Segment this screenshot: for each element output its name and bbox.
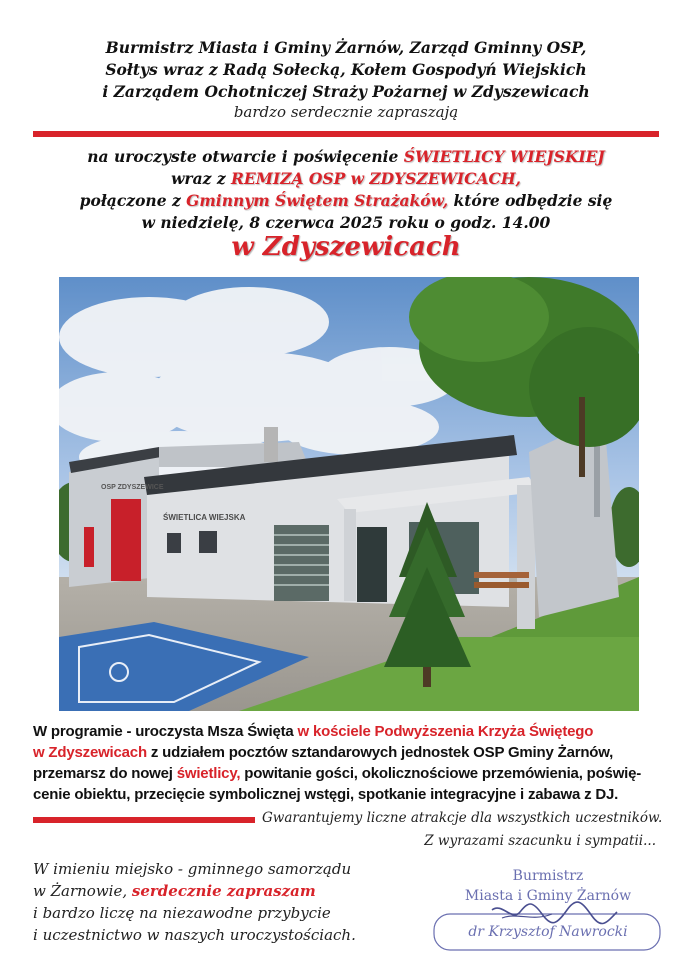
- program-line-1: [33, 721, 663, 742]
- event-line-1: [0, 146, 692, 168]
- header-line-2: Sołtys wraz z Radą Sołecką, Kołem Gospodyń Wiejskich: [105, 60, 587, 79]
- building-photo: [59, 277, 639, 711]
- program-line-3: [33, 763, 663, 784]
- top-divider: [33, 131, 659, 137]
- header-line-1: Burmistrz Miasta i Gminy Żarnów, Zarząd Gminny OSP,: [105, 38, 587, 57]
- event-line-3-text: połączone z: [79, 191, 187, 210]
- event-line-3: [0, 190, 692, 212]
- program-village-highlight: w Zdyszewicach: [33, 744, 147, 761]
- event-place: w Zdyszewicach: [231, 232, 461, 262]
- program-hall-highlight: świetlicy,: [176, 765, 241, 782]
- header-line-3: i Zarządem Ochotniczej Straży Pożarnej w Zdyszewicach: [102, 82, 590, 101]
- program-line-2: [33, 742, 663, 763]
- event-line-1-text: na uroczyste otwarcie i poświęcenie: [87, 147, 404, 166]
- program-text: powitanie gości, okolicznościowe przemówienia, poświę-: [240, 765, 642, 782]
- footer-invite-highlight: serdecznie zapraszam: [131, 882, 316, 900]
- stamp-name: dr Krzysztof Nawrocki: [468, 924, 628, 940]
- footer-text: w Żarnowie,: [33, 882, 132, 900]
- mayor-stamp: [432, 862, 664, 962]
- footer-line-3: i bardzo liczę na niezawodne przybycie: [33, 904, 331, 922]
- footer-line-2: [33, 880, 316, 902]
- regards-text: Z wyrazami szacunku i sympatii...: [424, 833, 656, 849]
- event-date-time: w niedzielę, 8 czerwca 2025 roku o godz. 14.00: [141, 213, 551, 232]
- program-text: W programie - uroczysta Msza Święta: [33, 723, 298, 740]
- event-line-2: [0, 168, 692, 190]
- hall-sign: ŚWIETLICA WIEJSKA: [163, 513, 246, 522]
- program-church-highlight: w kościele Podwyższenia Krzyża Świętego: [297, 723, 594, 740]
- stamp-title-2: Miasta i Gminy Żarnów: [464, 888, 632, 904]
- osp-sign: OSP ZDYSZEWICE: [101, 484, 164, 491]
- program-text: z udziałem pocztów sztandarowych jednostek OSP Gminy Żarnów,: [146, 744, 614, 761]
- program-line-4: cenie obiektu, przecięcie symbolicznej wstęgi, spotkanie integracyjne i zabawa z DJ.: [33, 786, 619, 803]
- event-hall-highlight: ŚWIETLICY WIEJSKIEJ: [403, 147, 605, 166]
- event-line-2-text: wraz z: [171, 169, 232, 188]
- event-fire-station-highlight: REMIZĄ OSP w ZDYSZEWICACH,: [231, 169, 521, 188]
- footer-line-1: W imieniu miejsko - gminnego samorządu: [33, 860, 352, 878]
- footer-line-4: i uczestnictwo w naszych uroczystościach.: [33, 926, 356, 944]
- guarantee-text: Gwarantujemy liczne atrakcje dla wszystkich uczestników.: [262, 810, 663, 826]
- bottom-divider: [33, 817, 255, 823]
- event-firefighters-day-highlight: Gminnym Świętem Strażaków,: [186, 191, 449, 210]
- stamp-title-1: Burmistrz: [512, 868, 584, 884]
- program-text: przemarsz do nowej: [33, 765, 177, 782]
- signature-icon: [432, 862, 664, 962]
- event-line-3-suffix: które odbędzie się: [448, 191, 613, 210]
- header-invite: bardzo serdecznie zapraszają: [233, 103, 459, 121]
